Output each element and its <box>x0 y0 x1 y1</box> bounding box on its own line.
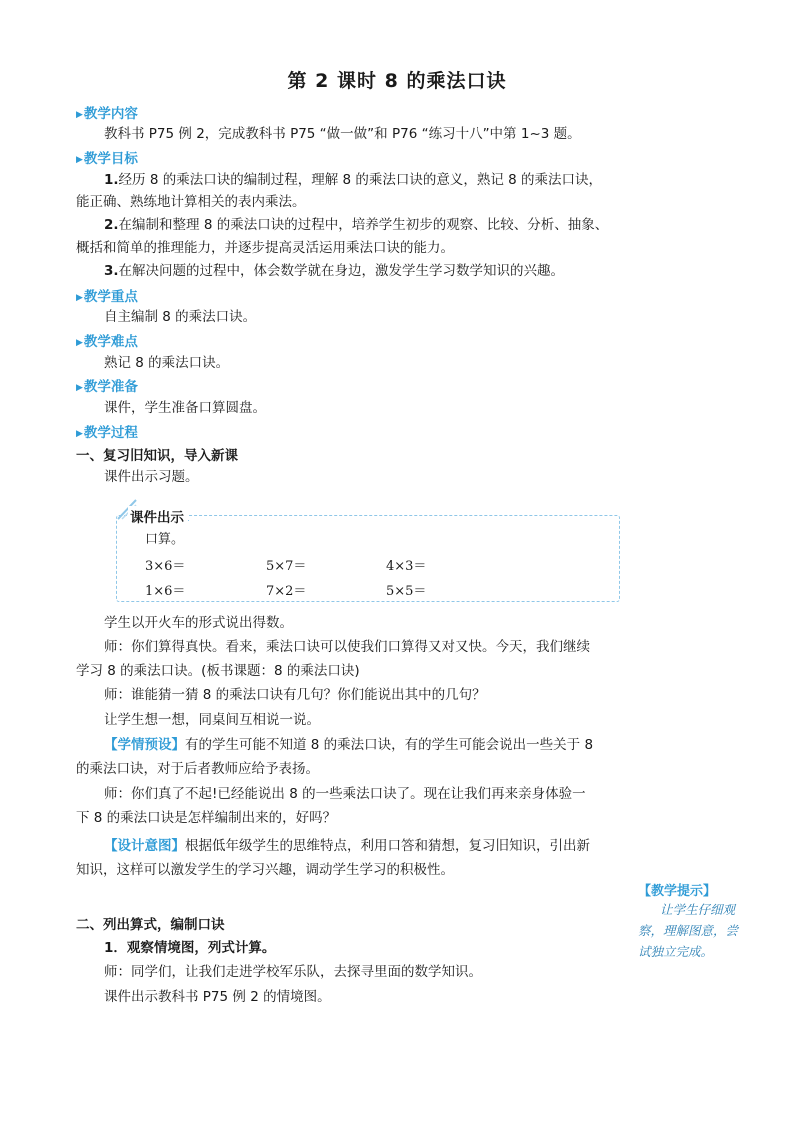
part-1-heading: 一、复习旧知识，导入新课 <box>76 448 238 464</box>
part-2-heading: 二、列出算式，编制口诀 <box>76 917 225 933</box>
paragraph: 师：谁能猜一猜 8 的乘法口诀有几句？你们能说出其中的几句？ <box>104 687 486 703</box>
courseware-box-title: 课件出示 <box>128 506 188 526</box>
paragraph: 课件出示教科书 P75 例 2 的情境图。 <box>104 989 331 1005</box>
paragraph: 让学生想一想，同桌间互相说一说。 <box>104 712 320 728</box>
triangle-bullet-icon: ▶ <box>76 293 83 303</box>
section-label: 教学准备 <box>83 379 138 395</box>
paragraph-text: 有的学生可能不知道 8 的乘法口诀，有的学生可能会说出一些关于 8 <box>185 737 594 753</box>
equation: 7×2＝ <box>266 584 307 599</box>
goal-2-line-2: 概括和简单的推理能力，并逐步提高灵活运用乘法口诀的能力。 <box>76 240 454 256</box>
goal-1-line-2: 能正确、熟练地计算相关的表内乘法。 <box>76 194 306 210</box>
tag-design-intent: 【设计意图】 <box>104 838 185 854</box>
goal-2-line-1 <box>104 215 608 235</box>
sidebar-line: 试独立完成。 <box>638 944 714 959</box>
goal-number: 1. <box>104 172 119 188</box>
goal-number: 2. <box>104 217 119 233</box>
section-label: 教学目标 <box>83 151 138 167</box>
section-heading-prep <box>76 375 138 395</box>
sidebar-title: 【教学提示】 <box>638 884 717 899</box>
goal-number: 3. <box>104 263 119 279</box>
courseware-box-subtitle: 口算。 <box>145 532 185 547</box>
section-heading-difficulty <box>76 330 138 350</box>
section-heading-content <box>76 102 138 122</box>
paragraph <box>104 735 593 755</box>
triangle-bullet-icon: ▶ <box>76 110 83 120</box>
equation: 4×3＝ <box>386 559 427 574</box>
triangle-bullet-icon: ▶ <box>76 155 83 165</box>
sidebar-line: 察，理解图意，尝 <box>638 923 739 938</box>
equation: 3×6＝ <box>145 559 186 574</box>
tag-student-prediction: 【学情预设】 <box>104 737 185 753</box>
courseware-box <box>116 515 620 602</box>
part-2-subheading: 1．观察情境图，列式计算。 <box>104 940 276 956</box>
goal-text: 经历 8 的乘法口诀的编制过程，理解 8 的乘法口诀的意义，熟记 8 的乘法口诀， <box>118 172 603 188</box>
section-label: 教学过程 <box>83 425 138 441</box>
paragraph: 师：你们算得真快。看来，乘法口诀可以使我们口算得又对又快。今天，我们继续 <box>104 639 590 655</box>
section-heading-key <box>76 285 138 305</box>
triangle-bullet-icon: ▶ <box>76 338 83 348</box>
section-label: 教学难点 <box>83 334 138 350</box>
goal-3-line-1 <box>104 261 564 281</box>
equation: 5×7＝ <box>266 559 307 574</box>
sidebar-line: 让学生仔细观 <box>660 902 736 917</box>
equation: 1×6＝ <box>145 584 186 599</box>
section-label: 教学重点 <box>83 289 138 305</box>
equation: 5×5＝ <box>386 584 427 599</box>
section-heading-process <box>76 421 138 441</box>
goal-text: 在编制和整理 8 的乘法口诀的过程中，培养学生初步的观察、比较、分析、抽象、 <box>118 217 609 233</box>
difficulty-text: 熟记 8 的乘法口诀。 <box>104 355 230 371</box>
content-text: 教科书 P75 例 2，完成教科书 P75 “做一做”和 P76 “练习十八”中第 1~3 题。 <box>104 126 581 142</box>
goal-text: 在解决问题的过程中，体会数学就在身边，激发学生学习数学知识的兴趣。 <box>118 263 565 279</box>
section-heading-goals <box>76 147 138 167</box>
part-1-intro: 课件出示习题。 <box>104 469 199 485</box>
section-label: 教学内容 <box>83 106 138 122</box>
paragraph-text: 根据低年级学生的思维特点，利用口答和猜想，复习旧知识，引出新 <box>185 838 590 854</box>
paragraph: 下 8 的乘法口诀是怎样编制出来的，好吗？ <box>76 810 337 826</box>
paragraph: 知识，这样可以激发学生的学习兴趣，调动学生学习的积极性。 <box>76 862 454 878</box>
paragraph: 师：你们真了不起!已经能说出 8 的一些乘法口诀了。现在让我们再来亲身体验一 <box>104 786 586 802</box>
paragraph: 学生以开火车的形式说出得数。 <box>104 615 293 631</box>
triangle-bullet-icon: ▶ <box>76 383 83 393</box>
triangle-bullet-icon: ▶ <box>76 429 83 439</box>
paragraph: 学习 8 的乘法口诀。(板书课题：8 的乘法口诀) <box>76 663 360 679</box>
page-title: 第 2 课时 8 的乘法口诀 <box>287 70 507 92</box>
goal-1-line-1 <box>104 170 602 190</box>
paragraph: 的乘法口诀，对于后者教师应给予表扬。 <box>76 761 319 777</box>
key-text: 自主编制 8 的乘法口诀。 <box>104 309 257 325</box>
prep-text: 课件，学生准备口算圆盘。 <box>104 400 266 416</box>
paragraph: 师：同学们，让我们走进学校军乐队，去探寻里面的数学知识。 <box>104 964 482 980</box>
paragraph <box>104 836 590 856</box>
